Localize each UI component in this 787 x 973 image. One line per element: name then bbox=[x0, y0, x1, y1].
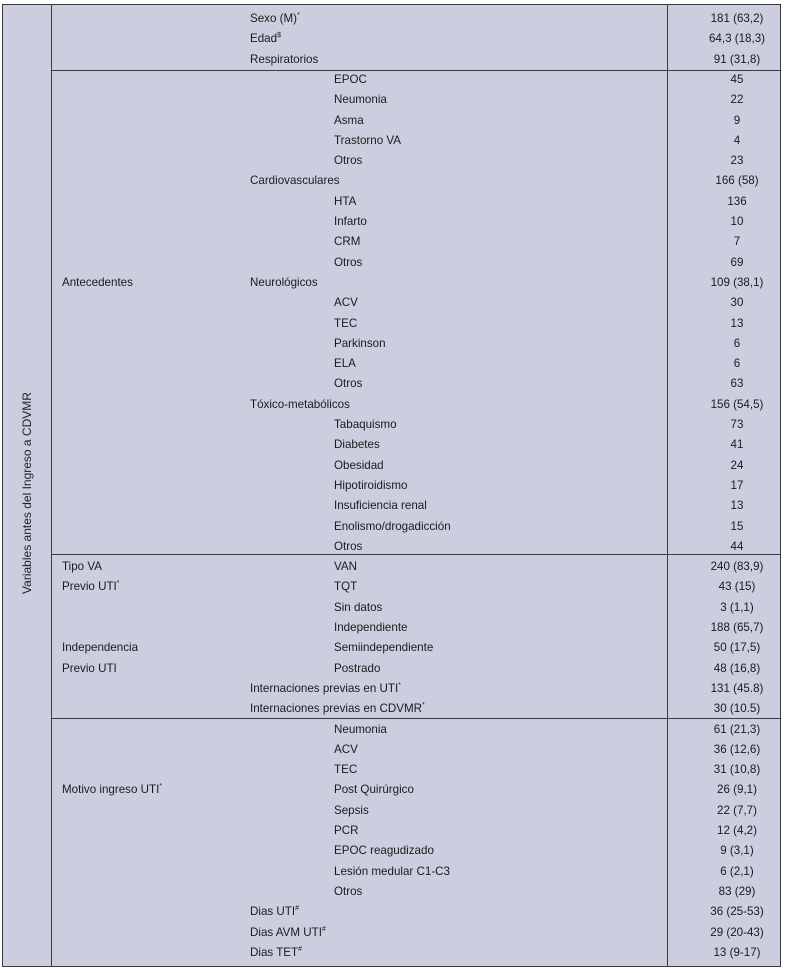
row-subcategory-label: Otros bbox=[334, 884, 363, 898]
row-value: 83 (29) bbox=[718, 884, 756, 898]
table-row bbox=[52, 50, 780, 70]
table-row bbox=[52, 659, 780, 679]
row-value: 43 (15) bbox=[718, 580, 756, 594]
table-row bbox=[52, 151, 780, 171]
row-subcategory-label: TQT bbox=[334, 580, 358, 594]
row-group-label: Independencia bbox=[62, 641, 139, 655]
row-value: 44 bbox=[730, 539, 744, 553]
row-subcategory-label: TEC bbox=[334, 763, 358, 777]
table-row bbox=[52, 740, 780, 760]
row-group-label: Antecedentes bbox=[62, 275, 133, 289]
table-row bbox=[52, 415, 780, 435]
row-subcategory-label: Obesidad bbox=[334, 458, 384, 472]
row-subcategory-label: Otros bbox=[334, 377, 363, 391]
table-row bbox=[52, 90, 780, 110]
row-subcategory-label: Neumonia bbox=[334, 93, 387, 107]
row-value: 26 (9,1) bbox=[717, 783, 757, 797]
table-row bbox=[52, 9, 780, 29]
row-subcategory-label: PCR bbox=[334, 824, 359, 837]
row-value: 109 (38,1) bbox=[710, 275, 764, 289]
row-subcategory-label: Asma bbox=[334, 113, 364, 127]
row-value: 63 bbox=[730, 377, 744, 391]
row-value: 6 bbox=[733, 336, 741, 350]
table-row bbox=[52, 557, 780, 577]
row-subcategory-label: VAN bbox=[334, 560, 357, 574]
row-value: 24 bbox=[730, 458, 744, 472]
row-value: 30 bbox=[730, 296, 744, 310]
row-category-label: Cardiovasculares bbox=[250, 174, 340, 188]
row-subcategory-label: Otros bbox=[334, 154, 363, 168]
row-value: 136 bbox=[727, 194, 747, 208]
table-row bbox=[52, 943, 780, 963]
row-subcategory-label: Sepsis bbox=[334, 803, 369, 817]
row-value: 131 (45.8) bbox=[710, 681, 764, 695]
row-category-label: Respiratorios bbox=[250, 52, 319, 66]
table-row bbox=[52, 232, 780, 252]
row-category-label: Dias UTI# bbox=[250, 905, 299, 919]
row-value: 156 (54,5) bbox=[710, 397, 764, 411]
table-row bbox=[52, 720, 780, 740]
data-table bbox=[2, 4, 781, 967]
table-row bbox=[52, 598, 780, 618]
footnote-marker: # bbox=[298, 945, 303, 953]
row-category-label: Tóxico-metabólicos bbox=[250, 397, 350, 411]
row-category-label: Neurológicos bbox=[250, 275, 318, 289]
row-value: 36 (25-53) bbox=[710, 905, 764, 919]
table-row bbox=[52, 435, 780, 455]
row-category-label: Internaciones previas en UTI* bbox=[250, 681, 401, 695]
row-value: 166 (58) bbox=[715, 174, 759, 188]
row-category-label: Dias AVM UTI# bbox=[250, 925, 326, 939]
row-value: 30 (10.5) bbox=[713, 702, 761, 716]
table-row bbox=[52, 29, 780, 49]
table-row bbox=[52, 801, 780, 821]
table-row bbox=[52, 882, 780, 902]
table-row bbox=[52, 862, 780, 882]
footnote-marker: * bbox=[159, 783, 163, 791]
row-subcategory-label: Independiente bbox=[334, 621, 408, 634]
table-row bbox=[52, 212, 780, 232]
footnote-marker: # bbox=[295, 905, 299, 913]
table-row bbox=[52, 354, 780, 374]
row-value: 73 bbox=[730, 418, 744, 431]
row-value: 6 bbox=[733, 357, 741, 371]
row-value: 50 (17,5) bbox=[713, 641, 761, 655]
row-subcategory-label: ELA bbox=[334, 357, 356, 371]
row-value: 240 (83,9) bbox=[710, 560, 764, 574]
row-value: 7 bbox=[733, 235, 741, 249]
row-value: 36 (12,6) bbox=[713, 742, 761, 756]
row-value: 69 bbox=[730, 255, 744, 269]
footnote-marker: * bbox=[422, 702, 425, 710]
row-value: 188 (65,7) bbox=[710, 621, 764, 634]
row-value: 13 bbox=[730, 316, 744, 330]
row-subcategory-label: Hipotiroidismo bbox=[334, 478, 408, 492]
table-row bbox=[52, 192, 780, 212]
table-row bbox=[52, 314, 780, 334]
row-subcategory-label: Trastorno VA bbox=[334, 133, 402, 147]
table-row bbox=[52, 577, 780, 597]
row-value: 45 bbox=[730, 72, 744, 86]
table-row bbox=[52, 517, 780, 537]
table-row bbox=[52, 699, 780, 719]
row-value: 91 (31,8) bbox=[713, 52, 761, 66]
row-subcategory-label: EPOC bbox=[334, 72, 367, 86]
row-subcategory-label: Postrado bbox=[334, 661, 381, 675]
row-value: 3 (1,1) bbox=[720, 600, 754, 614]
row-value: 15 bbox=[730, 519, 744, 533]
row-group-label: Motivo ingreso UTI* bbox=[62, 783, 163, 797]
row-value: 61 (21,3) bbox=[713, 722, 761, 736]
table-row bbox=[52, 476, 780, 496]
row-value: 10 bbox=[730, 215, 744, 228]
table-row bbox=[52, 760, 780, 780]
footnote-marker: * bbox=[297, 12, 300, 20]
row-subcategory-label: Sin datos bbox=[334, 600, 383, 614]
footnote-marker: $ bbox=[277, 32, 281, 40]
row-subcategory-label: ACV bbox=[334, 742, 358, 756]
row-value: 9 (3,1) bbox=[720, 844, 754, 858]
row-subcategory-label: Otros bbox=[334, 255, 363, 269]
row-subcategory-label: Semiindependiente bbox=[334, 641, 434, 655]
row-group-label: Tipo VA bbox=[62, 560, 102, 574]
row-subcategory-label: TEC bbox=[334, 316, 358, 330]
table-row bbox=[52, 273, 780, 293]
row-value: 17 bbox=[730, 478, 744, 492]
row-value: 41 bbox=[730, 438, 744, 452]
row-value: 181 (63,2) bbox=[710, 12, 764, 25]
row-value: 29 (20-43) bbox=[710, 925, 764, 939]
row-category-label: Dias TET# bbox=[250, 945, 303, 959]
row-subcategory-label: Parkinson bbox=[334, 336, 386, 350]
table-row bbox=[52, 374, 780, 394]
row-value: 48 (16,8) bbox=[713, 661, 761, 675]
row-value: 13 (9-17) bbox=[713, 945, 761, 959]
row-subcategory-label: CRM bbox=[334, 235, 361, 249]
table-row bbox=[52, 496, 780, 516]
footnote-marker: * bbox=[116, 580, 120, 588]
table-row bbox=[52, 638, 780, 658]
table-row bbox=[52, 334, 780, 354]
row-subcategory-label: Insuficiencia renal bbox=[334, 499, 427, 513]
row-value: 31 (10,8) bbox=[713, 763, 761, 777]
table-row bbox=[52, 111, 780, 131]
row-value: 12 (4,2) bbox=[717, 824, 757, 837]
row-subcategory-label: Infarto bbox=[334, 215, 367, 228]
table-row bbox=[52, 841, 780, 861]
table-row bbox=[52, 253, 780, 273]
row-group-label: Previo UTI* bbox=[62, 580, 120, 594]
vertical-label: Variables antes del Ingreso a CDVMR bbox=[20, 392, 34, 594]
row-value: 9 bbox=[733, 113, 741, 127]
table-row bbox=[52, 821, 780, 841]
table-row bbox=[52, 70, 780, 90]
row-subcategory-label: Post Quirúrgico bbox=[334, 783, 414, 797]
row-category-label: Sexo (M)* bbox=[250, 12, 300, 25]
row-value: 22 bbox=[730, 93, 744, 107]
row-value: 13 bbox=[730, 499, 744, 513]
row-subcategory-label: HTA bbox=[334, 194, 357, 208]
row-subcategory-label: Diabetes bbox=[334, 438, 380, 452]
row-subcategory-label: Enolismo/drogadicción bbox=[334, 519, 451, 533]
row-value: 22 (7,7) bbox=[717, 803, 757, 817]
row-subcategory-label: ACV bbox=[334, 296, 358, 310]
row-subcategory-label: EPOC reagudizado bbox=[334, 844, 434, 858]
table-row bbox=[52, 395, 780, 415]
row-category-label: Internaciones previas en CDVMR* bbox=[250, 702, 425, 716]
row-category-label: Edad$ bbox=[250, 32, 281, 46]
vertical-label-column bbox=[3, 5, 52, 966]
row-value: 6 (2,1) bbox=[720, 864, 754, 878]
row-group-label: Previo UTI bbox=[62, 661, 117, 675]
table-row bbox=[52, 923, 780, 943]
table-row bbox=[52, 618, 780, 638]
table-row bbox=[52, 293, 780, 313]
row-subcategory-label: Neumonia bbox=[334, 722, 387, 736]
table-row bbox=[52, 537, 780, 557]
table-row bbox=[52, 171, 780, 191]
row-value: 23 bbox=[730, 154, 744, 168]
table-row bbox=[52, 456, 780, 476]
row-subcategory-label: Lesión medular C1-C3 bbox=[334, 864, 450, 878]
table-row bbox=[52, 902, 780, 922]
footnote-marker: # bbox=[321, 925, 326, 933]
footnote-marker: * bbox=[398, 682, 401, 690]
row-subcategory-label: Tabaquismo bbox=[334, 418, 397, 431]
row-subcategory-label: Otros bbox=[334, 539, 363, 553]
table-row bbox=[52, 131, 780, 151]
row-value: 4 bbox=[733, 133, 741, 147]
row-value: 64,3 (18,3) bbox=[708, 32, 766, 46]
table-row bbox=[52, 679, 780, 699]
table-row bbox=[52, 780, 780, 800]
